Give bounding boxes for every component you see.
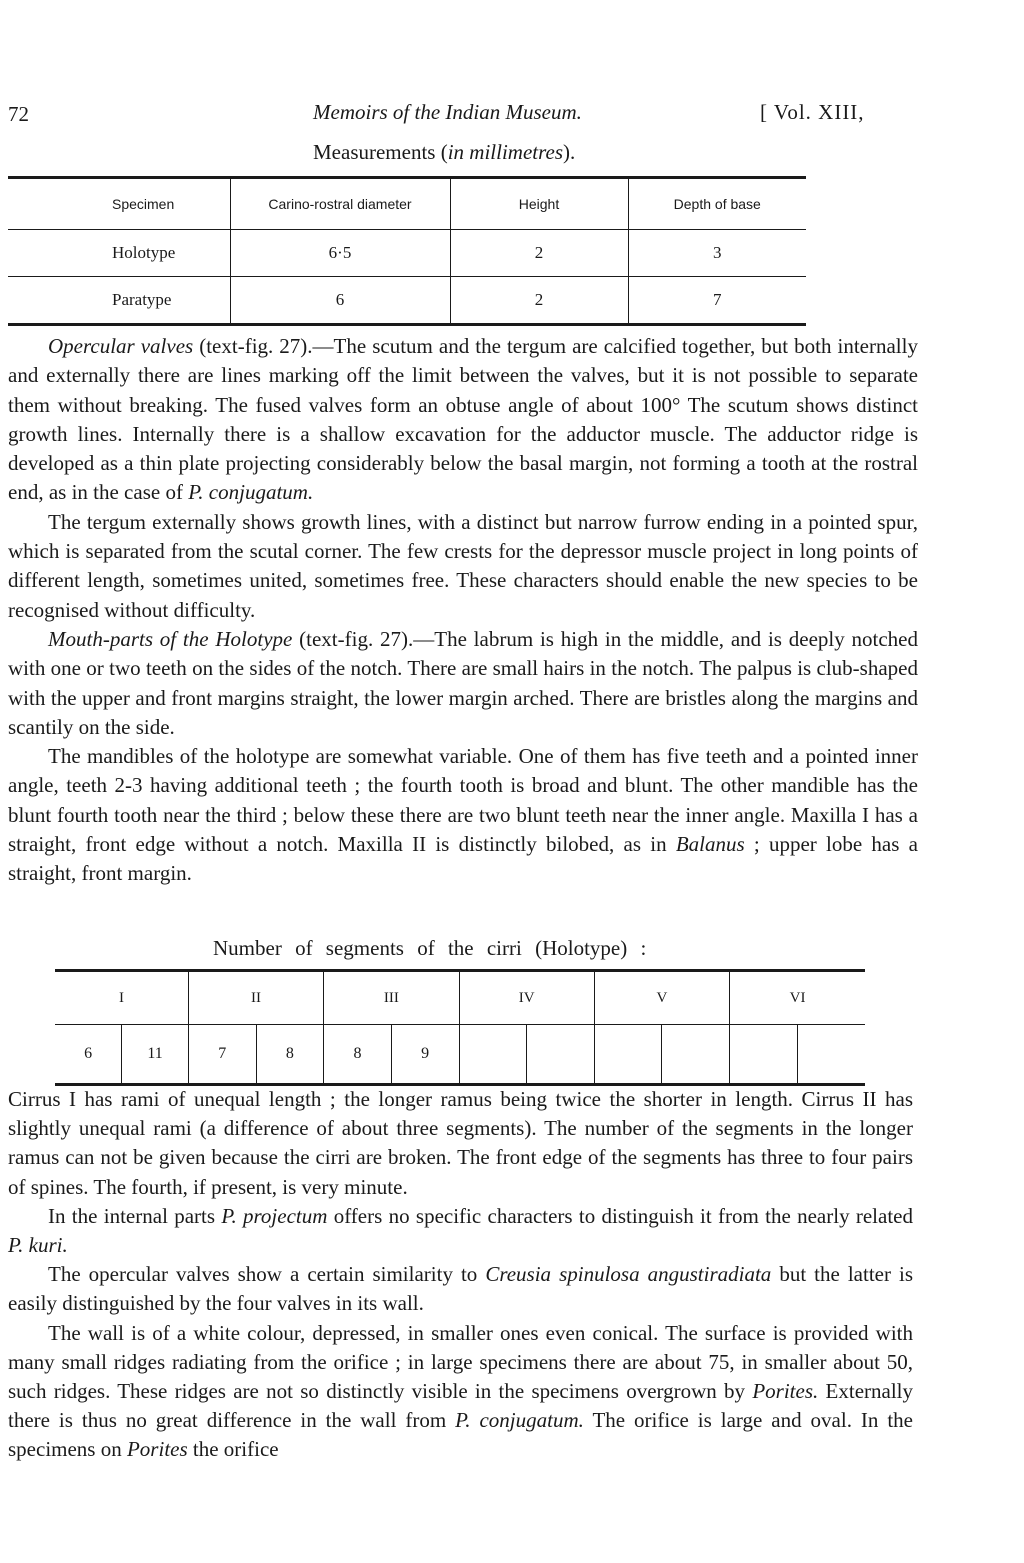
paragraph-opercular-valves: Opercular valves (text-fig. 27).—The scutum and the tergum are calcified together, but both internally and externally there are lines marking off the limit between the valves, but it is not possible to separate them without breaking. The fused valves form an obtuse angle of about 100° The scutum shows distinct growth lines. Internally there is a shallow excavation for the adductor muscle. The adductor ridge is developed as a thin plate projecting considerably below the basal margin, not forming a tooth at the rostral end, as in the case of P. conjugatum.	[8, 334, 918, 505]
column-header: VI	[730, 971, 865, 1025]
column-header: IV	[459, 971, 594, 1025]
table-cell: 11	[122, 1025, 189, 1085]
table-header-row	[55, 971, 865, 1025]
table-cell	[797, 1025, 865, 1085]
table-row	[55, 1025, 865, 1085]
column-header: III	[324, 971, 459, 1025]
table-cell: 8	[324, 1025, 392, 1085]
table-cell	[527, 1025, 595, 1085]
paragraph-cirri: Cirrus I has rami of unequal length ; the longer ramus being twice the shorter in length. Cirrus II has slightly unequal rami (a difference of about three segments). The number of the segments in the longer ramus can not be given because the cirri are broken. The front edge of the segments has three to four pairs of spines. The fourth, if present, is very minute.	[8, 1087, 913, 1199]
table-cell: 6·5	[230, 230, 450, 277]
paragraph-internal-parts: In the internal parts P. projectum offers no specific characters to distinguish it from the nearly related P. kuri.	[8, 1203, 913, 1258]
paragraph-wall: The wall is of a white colour, depressed, in smaller ones even conical. The surface is provided with many small ridges radiating from the orifice ; in large specimens there are about 75, in smaller about 50, such ridges. These ridges are not so distinctly visible in the specimens overgrown by Porites. Externally there is thus no great difference in the wall from P. conjugatum. The orifice is large and oval. In the specimens on Porites the orifice	[8, 1320, 914, 1462]
paragraph-mouth-parts: Mouth-parts of the Holotype (text-fig. 27).—The labrum is high in the middle, and is deeply notched with one or two teeth on the sides of the notch. There are small hairs in the notch. The palpus is club-shaped with the upper and front margins straight, the lower margin arched. There are bristles along the margins and scantily on the side.	[8, 626, 918, 739]
page-number: 72	[8, 102, 29, 126]
table-cell	[459, 1025, 527, 1085]
column-header: Depth of base	[628, 178, 806, 230]
body-text-lower	[8, 1085, 913, 1465]
body-text-upper	[8, 332, 918, 889]
table-cell: 7	[628, 277, 806, 325]
column-header: II	[188, 971, 323, 1025]
table-cell	[730, 1025, 798, 1085]
table-cell	[594, 1025, 662, 1085]
volume-label: [ Vol. XIII,	[760, 100, 865, 124]
table-cell: 2	[450, 277, 628, 325]
table-cell	[662, 1025, 730, 1085]
table-cell: 7	[188, 1025, 256, 1085]
paragraph-tergum: The tergum externally shows growth lines, with a distinct but narrow furrow ending in a pointed spur, which is separated from the scutal corner. The few crests for the depressor muscle project in long points of different length, sometimes united, sometimes free. These characters should enable the new species to be recognised without difficulty.	[8, 509, 918, 622]
table-cell: Holotype	[8, 230, 230, 277]
column-header: Specimen	[8, 178, 230, 230]
table-cell: 8	[256, 1025, 324, 1085]
column-header: I	[55, 971, 188, 1025]
table-cell: 9	[391, 1025, 459, 1085]
table-cell: 3	[628, 230, 806, 277]
column-header: Carino-rostral diameter	[230, 178, 450, 230]
table-row	[8, 230, 806, 277]
table-cell: Paratype	[112, 290, 172, 309]
table-row	[8, 277, 806, 325]
cirri-table	[55, 969, 865, 1086]
table-cell: 6	[84, 1045, 93, 1062]
column-header: V	[594, 971, 729, 1025]
running-title: Memoirs of the Indian Museum.	[313, 100, 582, 124]
paragraph-mandibles: The mandibles of the holotype are somewhat variable. One of them has five teeth and a pointed inner angle, teeth 2-3 having additional teeth ; the fourth tooth is broad and blunt. The other mandible has the blunt fourth tooth near the third ; below these there are two blunt teeth near the inner angle. Maxilla I has a straight, front edge without a notch. Maxilla II is distinctly bilobed, as in Balanus ; upper lobe has a straight, front margin.	[8, 744, 918, 886]
measurements-table	[8, 176, 806, 326]
measurements-caption: Measurements (in millimetres).	[313, 140, 576, 164]
page-header	[0, 96, 1024, 136]
table-header-row	[8, 178, 806, 230]
column-header: Height	[450, 178, 628, 230]
paragraph-opercular-similarity: The opercular valves show a certain similarity to Creusia spinulosa angustiradiata but the latter is easily distinguished by the four valves in its wall.	[8, 1262, 913, 1316]
table-cell: 6	[230, 277, 450, 325]
table-cell: 2	[450, 230, 628, 277]
cirri-caption: Number of segments of the cirri (Holotype) :	[213, 936, 647, 960]
